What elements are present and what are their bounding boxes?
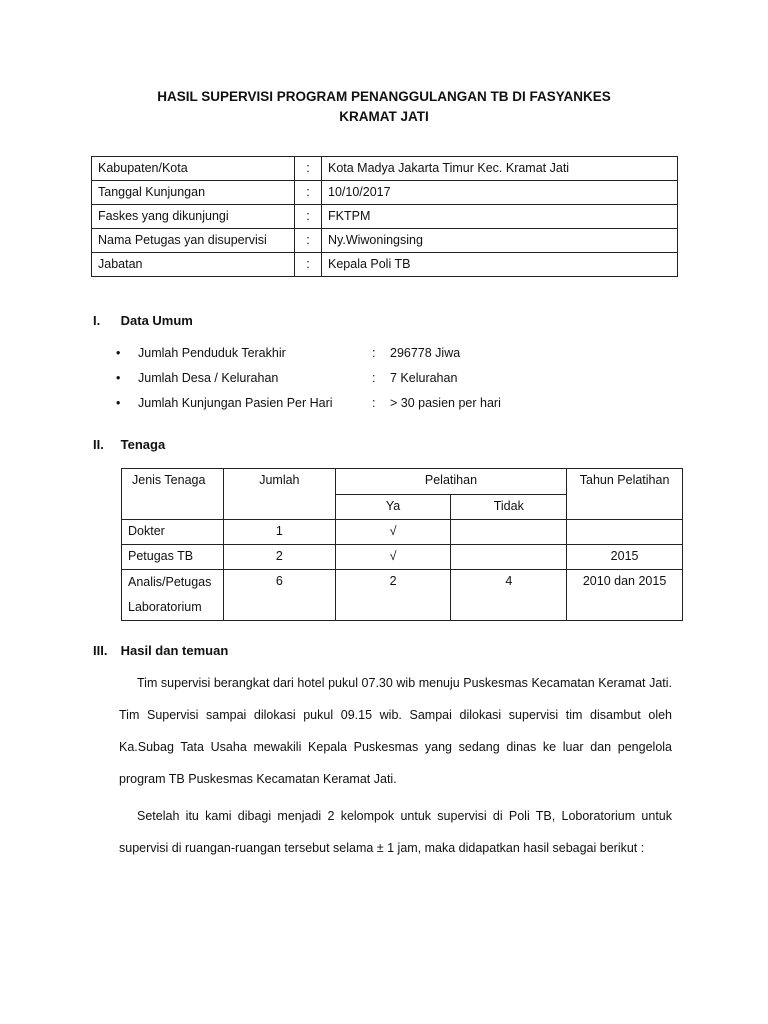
list-item-colon: : (372, 396, 376, 410)
column-header-ya: Ya (335, 494, 451, 520)
cell-tahun: 2010 dan 2015 (567, 570, 683, 621)
data-umum-list (116, 345, 501, 420)
cell-ya: 2 (335, 570, 451, 621)
info-row (92, 157, 678, 181)
info-row (92, 229, 678, 253)
document-subtitle: KRAMAT JATI (339, 109, 429, 124)
section-title: Tenaga (120, 437, 166, 452)
cell-ya: √ (335, 545, 451, 570)
section-heading-hasil (93, 643, 228, 658)
paragraph-text: Tim supervisi berangkat dari hotel pukul 07.30 wib menuju Puskesmas Kecamatan Keramat Jati. Tim Supervisi sampai dilokasi pukul 09.15 wib. Sampai dilokasi supervisi tim disambut oleh Ka.Subag Tata Usaha mewakili Kepala Puskesmas yang sedang dinas ke luar dan pengelola program TB Puskesmas Kecamatan Keramat Jati. (119, 676, 672, 786)
info-value: FKTPM (322, 205, 678, 229)
info-label: Kabupaten/Kota (92, 157, 295, 181)
cell-tidak (451, 545, 567, 570)
list-item (116, 345, 501, 370)
info-colon: : (295, 157, 322, 181)
cell-jenis: Analis/Petugas Laboratorium (122, 570, 224, 621)
cell-tidak: 4 (451, 570, 567, 621)
info-colon: : (295, 205, 322, 229)
info-colon: : (295, 181, 322, 205)
cell-jenis: Dokter (122, 520, 224, 545)
info-value: Kepala Poli TB (322, 253, 678, 277)
cell-tidak (451, 520, 567, 545)
bullet-icon: • (116, 371, 121, 385)
column-header-jenis: Jenis Tenaga (122, 469, 224, 520)
info-label: Faskes yang dikunjungi (92, 205, 295, 229)
info-colon: : (295, 229, 322, 253)
staff-table (121, 468, 683, 621)
info-label: Nama Petugas yan disupervisi (92, 229, 295, 253)
section-number: III. (93, 643, 108, 658)
paragraph-text: Setelah itu kami dibagi menjadi 2 kelompok untuk supervisi di Poli TB, Loboratorium untuk supervisi di ruangan-ruangan tersebut selama ± 1 jam, maka didapatkan hasil sebagai berikut : (119, 809, 672, 855)
table-header-row (122, 469, 683, 495)
list-item-colon: : (372, 346, 376, 360)
list-item-value: 7 Kelurahan (390, 371, 458, 385)
findings-paragraph (119, 800, 672, 864)
table-row (122, 570, 683, 621)
info-row (92, 205, 678, 229)
cell-ya: √ (335, 520, 451, 545)
list-item-label: Jumlah Penduduk Terakhir (138, 346, 286, 360)
column-header-tahun: Tahun Pelatihan (567, 469, 683, 520)
info-value: Ny.Wiwoningsing (322, 229, 678, 253)
section-number: II. (93, 437, 104, 452)
cell-jenis: Petugas TB (122, 545, 224, 570)
info-table (91, 156, 678, 277)
section-title: Data Umum (120, 313, 193, 328)
bullet-icon: • (116, 346, 121, 360)
cell-tahun (567, 520, 683, 545)
cell-jumlah: 6 (223, 570, 335, 621)
info-value: Kota Madya Jakarta Timur Kec. Kramat Jati (322, 157, 678, 181)
table-row (122, 520, 683, 545)
section-heading-tenaga (93, 437, 165, 452)
section-title: Hasil dan temuan (120, 643, 229, 658)
list-item-value: > 30 pasien per hari (390, 396, 501, 410)
bullet-icon: • (116, 396, 121, 410)
list-item (116, 370, 501, 395)
section-number: I. (93, 313, 101, 328)
info-row (92, 253, 678, 277)
info-row (92, 181, 678, 205)
column-header-tidak: Tidak (451, 494, 567, 520)
info-label: Jabatan (92, 253, 295, 277)
document-title: HASIL SUPERVISI PROGRAM PENANGGULANGAN TB DI FASYANKES (157, 89, 611, 104)
findings-paragraph (119, 667, 672, 795)
list-item-value: 296778 Jiwa (390, 346, 461, 360)
list-item-label: Jumlah Kunjungan Pasien Per Hari (138, 396, 333, 410)
list-item (116, 395, 501, 420)
section-heading-data-umum (93, 313, 193, 328)
cell-jumlah: 1 (223, 520, 335, 545)
table-row (122, 545, 683, 570)
info-label: Tanggal Kunjungan (92, 181, 295, 205)
cell-jumlah: 2 (223, 545, 335, 570)
column-header-jumlah: Jumlah (223, 469, 335, 520)
list-item-colon: : (372, 371, 376, 385)
list-item-label: Jumlah Desa / Kelurahan (138, 371, 279, 385)
info-colon: : (295, 253, 322, 277)
cell-tahun: 2015 (567, 545, 683, 570)
info-value: 10/10/2017 (322, 181, 678, 205)
column-header-pelatihan: Pelatihan (335, 469, 566, 495)
